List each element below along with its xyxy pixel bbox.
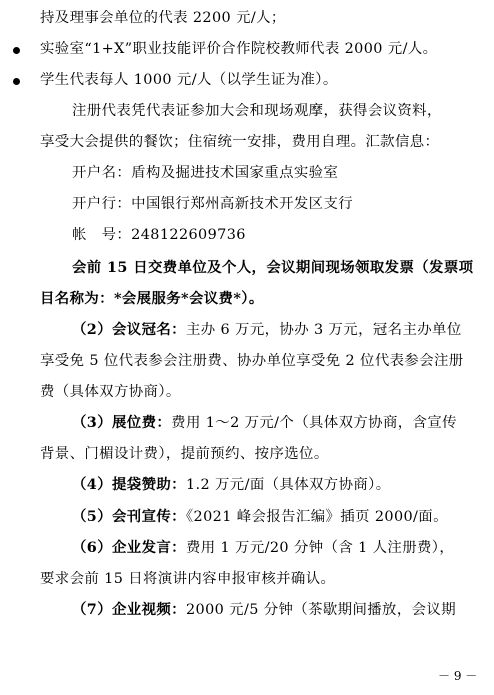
item-text: 费用 1～2 万元/个（具体双方协商，含宣传	[171, 415, 457, 431]
text-line: 学生代表每人 1000 元/人（以学生证为准）。	[40, 72, 338, 88]
item-line	[72, 600, 456, 620]
item-text: 《2021 峰会报告汇编》插页 2000/面。	[185, 509, 448, 525]
item-line	[72, 475, 391, 495]
invoice-notice-line: 目名称为：*会展服务*会议费*）。	[40, 290, 264, 307]
item-text: 1.2 万元/面（具体双方协商）。	[185, 477, 391, 493]
item-text: 费用 1 万元/20 分钟（含 1 人注册费），	[185, 540, 455, 556]
item-heading: （4）提袋赞助：	[72, 476, 186, 493]
account-bank-line: 开户行：中国银行郑州高新技术开发区支行	[72, 196, 354, 212]
item-line	[72, 507, 448, 527]
invoice-notice-line: 会前 15 日交费单位及个人，会议期间现场领取发票（发票项	[72, 259, 474, 276]
item-text: 2000 元/5 分钟（茶歇期间播放，会议期	[185, 602, 456, 618]
item-heading: （7）企业视频：	[72, 601, 186, 618]
item-heading: （2）会议冠名：	[72, 321, 186, 338]
item-line	[72, 413, 457, 433]
text-line: 持及理事会单位的代表 2200 元/人；	[40, 10, 286, 26]
account-name-line: 开户名：盾构及掘进技术国家重点实验室	[72, 165, 339, 181]
page-number: － 9 －	[438, 669, 478, 683]
item-text: 主办 6 万元，协办 3 万元，冠名主办单位	[185, 322, 462, 338]
text-line: 费（具体双方协商）。	[40, 384, 181, 400]
text-line: 实验室“1+X”职业技能评价合作院校教师代表 2000 元/人。	[40, 41, 438, 57]
bullet-icon	[13, 47, 20, 54]
item-line	[72, 538, 454, 558]
text-line: 享受大会提供的餐饮；住宿统一安排，费用自理。汇款信息：	[40, 134, 440, 150]
text-line: 注册代表凭代表证参加大会和现场观摩，获得会议资料，	[72, 103, 442, 119]
item-heading: （3）展位费：	[72, 414, 172, 431]
item-heading: （6）企业发言：	[72, 539, 186, 556]
item-line	[72, 320, 462, 340]
text-line: 背景、门楣设计费），提前预约、按序选位。	[40, 446, 329, 462]
bullet-icon	[13, 78, 20, 85]
text-line: 享受免 5 位代表参会注册费、协办单位享受免 2 位代表参会注册	[40, 353, 464, 369]
account-number-line: 帐 号：248122609736	[72, 227, 246, 243]
item-heading: （5）会刊宣传：	[72, 508, 186, 525]
text-line: 要求会前 15 日将演讲内容申报审核并确认。	[40, 571, 336, 587]
